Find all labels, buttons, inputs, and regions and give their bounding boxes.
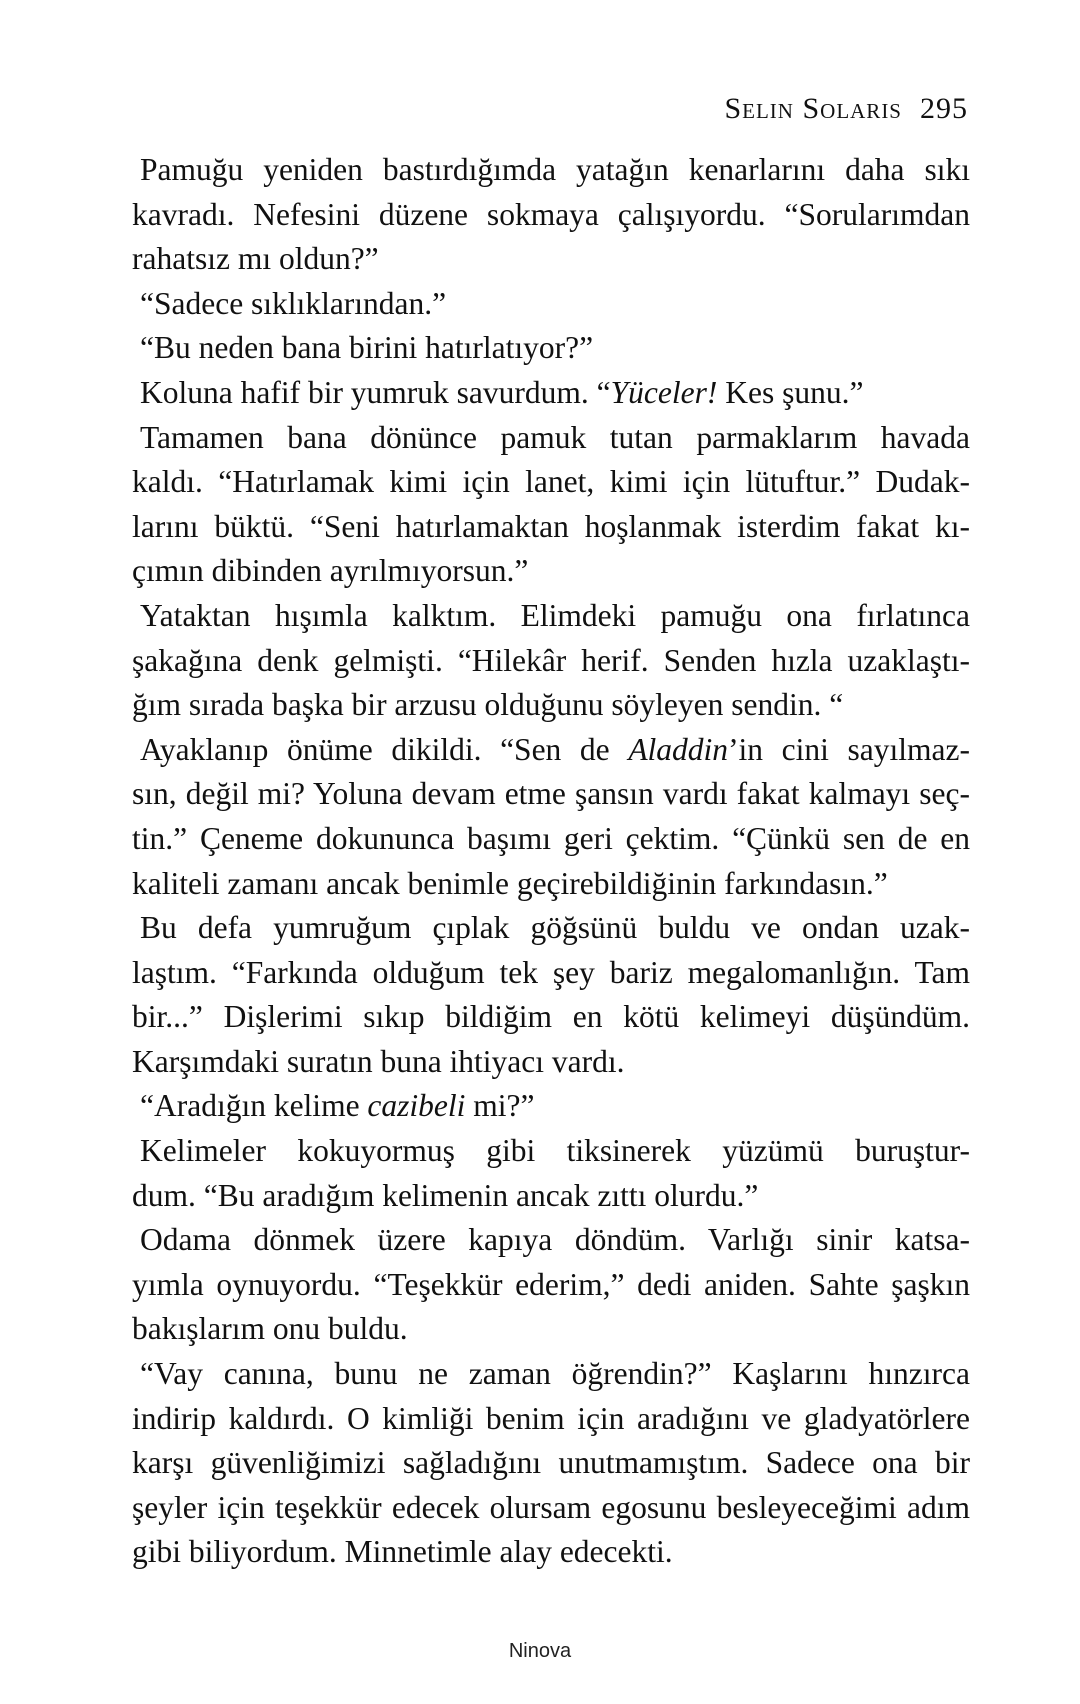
text-line: [140, 728, 970, 773]
text-line: şeyler için teşekkür edecek olursam egosunu besleyeceğimi adım: [132, 1489, 970, 1525]
text-line: Pamuğu yeniden bastırdığımda yatağın kenarlarını daha sıkı: [140, 152, 970, 187]
text-segment: Koluna hafif bir yumruk savurdum. “: [140, 374, 611, 410]
text-line: [140, 1084, 970, 1129]
italic-text: cazibeli: [367, 1088, 466, 1124]
text-line: gibi biliyordum. Minnetimle alay edecekti.: [132, 1534, 673, 1570]
text-line: indirip kaldırdı. O kimliği benim için aradığını ve gladyatörlere: [132, 1400, 970, 1436]
text-line: larını büktü. “Seni hatırlamaktan hoşlanmak isterdim fakat kı-: [132, 508, 970, 544]
text-line: ğım sırada başka bir arzusu olduğunu söyleyen sendin. “: [132, 687, 844, 723]
text-line: sın, değil mi? Yoluna devam etme şansın vardı fakat kalmayı seç-: [132, 776, 970, 812]
text-line: bakışlarım onu buldu.: [132, 1311, 408, 1347]
text-line: Yataktan hışımla kalktım. Elimdeki pamuğu ona fırlatınca: [140, 597, 970, 633]
text-line: rahatsız mı oldun?”: [132, 241, 379, 277]
text-segment: mi?”: [465, 1088, 535, 1124]
italic-text: Yüceler!: [610, 374, 718, 410]
body-text: [132, 148, 970, 1575]
text-line: kaliteli zamanı ancak benimle geçirebildiğinin farkındasın.”: [132, 865, 888, 901]
text-line: Karşımdaki suratın buna ihtiyacı vardı.: [132, 1043, 625, 1079]
publisher-footer: Ninova: [508, 1640, 572, 1662]
running-head: [560, 92, 968, 126]
text-line: “Bu neden bana birini hatırlatıyor?”: [140, 330, 594, 366]
page-number: 295: [920, 92, 968, 125]
text-line: laştım. “Farkında olduğum tek şey bariz megalomanlığın. Tam: [132, 954, 970, 990]
text-line: bir...” Dişlerimi sıkıp bildiğim en kötü kelimeyi düşündüm.: [132, 999, 970, 1035]
text-line: Tamamen bana dönünce pamuk tutan parmaklarım havada: [140, 419, 970, 455]
text-segment: ’in cini sayılmaz-: [728, 731, 970, 767]
text-line: “Sadece sıklıklarından.”: [140, 285, 447, 321]
text-line: karşı güvenliğimizi sağladığını unutmamıştım. Sadece ona bir: [132, 1445, 970, 1481]
text-segment: Ayaklanıp önüme dikildi. “Sen de: [140, 731, 629, 767]
text-line: yımla oynuyordu. “Teşekkür ederim,” dedi aniden. Sahte şaşkın: [132, 1266, 970, 1302]
text-line: kaldı. “Hatırlamak kimi için lanet, kimi için lütuftur.” Dudak-: [132, 464, 970, 500]
italic-text: Aladdin: [628, 731, 729, 767]
text-line: Kelimeler kokuyormuş gibi tiksinerek yüzümü buruştur-: [140, 1133, 970, 1169]
text-line: dum. “Bu aradığım kelimenin ancak zıttı olurdu.”: [132, 1177, 759, 1213]
text-line: çımın dibinden ayrılmıyorsun.”: [132, 553, 529, 589]
text-line: [140, 371, 970, 416]
text-line: Odama dönmek üzere kapıya döndüm. Varlığı sinir katsa-: [140, 1222, 970, 1258]
text-segment: “Aradığın kelime: [140, 1088, 368, 1124]
running-head-author: Selin Solaris: [724, 92, 902, 125]
text-line: kavradı. Nefesini düzene sokmaya çalışıyordu. “Sorularımdan: [132, 196, 970, 232]
text-segment: Kes şunu.”: [717, 374, 864, 410]
text-line: Bu defa yumruğum çıplak göğsünü buldu ve ondan uzak-: [140, 910, 970, 946]
text-line: şakağına denk gelmişti. “Hilekâr herif. Senden hızla uzaklaştı-: [132, 642, 970, 678]
text-line: tin.” Çeneme dokununca başımı geri çektim. “Çünkü sen de en: [132, 820, 970, 856]
text-line: “Vay canına, bunu ne zaman öğrendin?” Kaşlarını hınzırca: [140, 1356, 970, 1392]
